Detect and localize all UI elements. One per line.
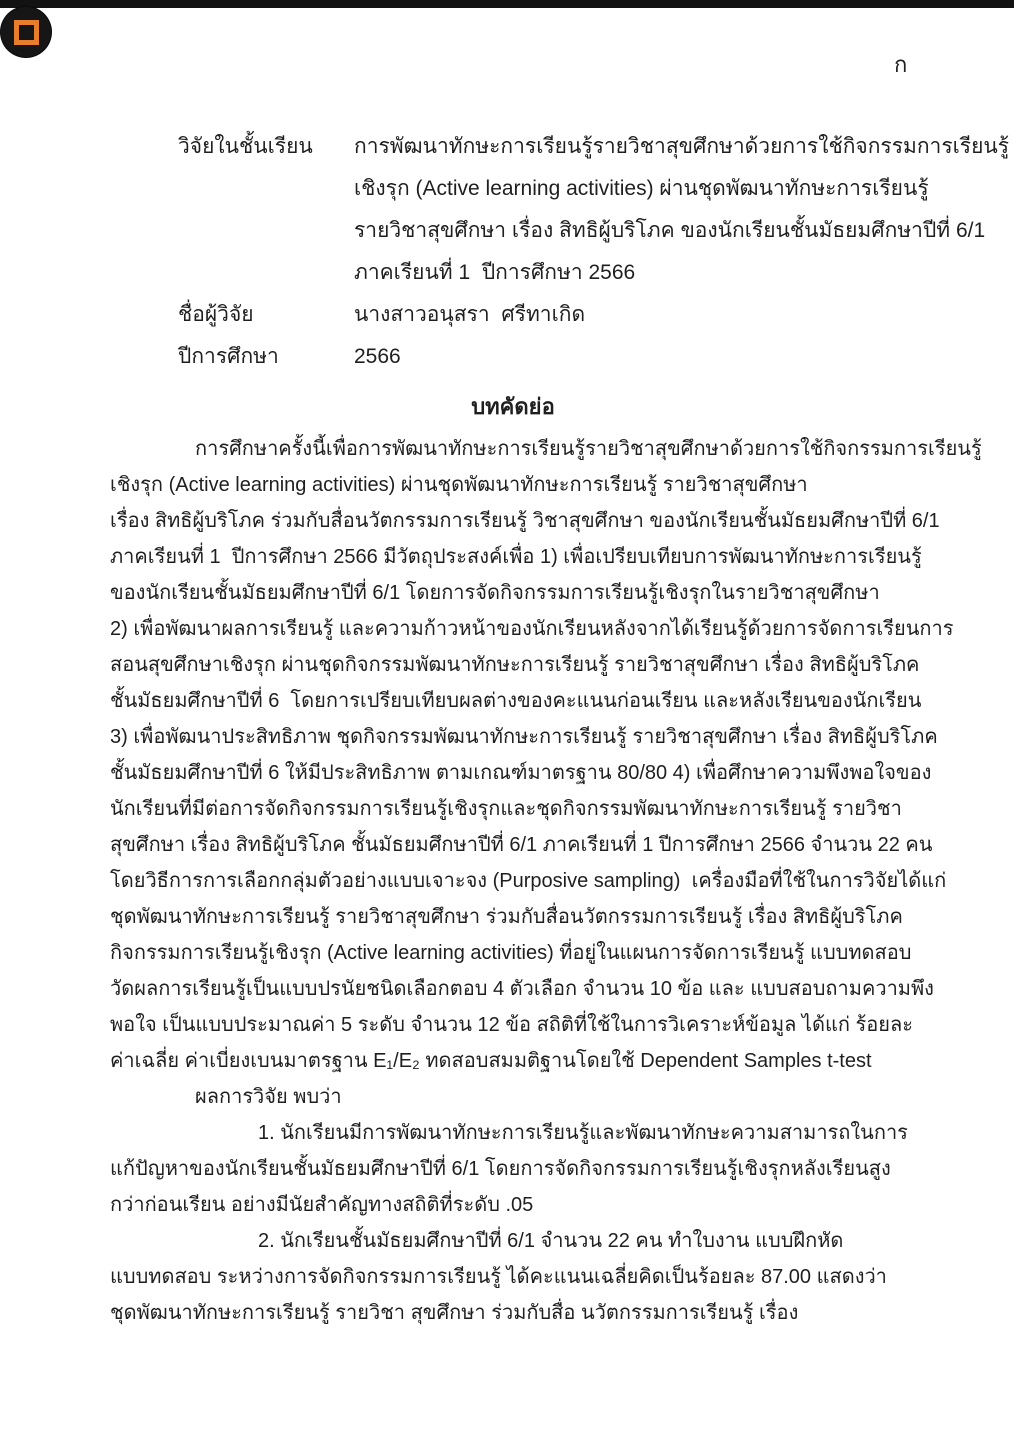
field-value-line: 2566 <box>354 345 401 368</box>
field-value <box>354 336 938 378</box>
abstract-line: แก้ปัญหาของนักเรียนชั้นมัธยมศึกษาปีที่ 6/1 โดยการจัดกิจกรรมการเรียนรู้เชิงรุกหลังเรียนสูง <box>110 1158 891 1180</box>
abstract-line: 2. นักเรียนชั้นมัธยมศึกษาปีที่ 6/1 จำนวน 22 คน ทำใบงาน แบบฝึกหัด <box>258 1230 844 1252</box>
field-value-line: รายวิชาสุขศึกษา เรื่อง สิทธิผู้บริโภค ของนักเรียนชั้นมัธยมศึกษาปีที่ 6/1 <box>354 219 986 242</box>
screenshot-marker-icon[interactable] <box>1 7 51 57</box>
abstract-line: ผลการวิจัย พบว่า <box>195 1086 342 1108</box>
field-label: ปีการศึกษา <box>178 345 279 368</box>
abstract-line: 3) เพื่อพัฒนาประสิทธิภาพ ชุดกิจกรรมพัฒนาทักษะการเรียนรู้ รายวิชาสุขศึกษา เรื่อง สิทธิผู้บริโภค <box>110 726 938 748</box>
abstract-line: สอนสุขศึกษาเชิงรุก ผ่านชุดกิจกรรมพัฒนาทักษะการเรียนรู้ รายวิชาสุขศึกษา เรื่อง สิทธิผู้บริโภค <box>110 654 920 676</box>
abstract-line: ชั้นมัธยมศึกษาปีที่ 6 โดยการเปรียบเทียบผลต่างของคะแนนก่อนเรียน และหลังเรียนของนักเรียน <box>110 690 922 712</box>
field-value-line: ภาคเรียนที่ 1 ปีการศึกษา 2566 <box>354 261 636 284</box>
abstract-line: ค่าเฉลี่ย ค่าเบี่ยงเบนมาตรฐาน E₁/E₂ ทดสอบสมมติฐานโดยใช้ Dependent Samples t-test <box>110 1050 872 1072</box>
abstract-line: ของนักเรียนชั้นมัธยมศึกษาปีที่ 6/1 โดยการจัดกิจกรรมการเรียนรู้เชิงรุกในรายวิชาสุขศึกษา <box>110 582 880 604</box>
abstract-line: พอใจ เป็นแบบประมาณค่า 5 ระดับ จำนวน 12 ข้อ สถิติที่ใช้ในการวิเคราะห์ข้อมูล ได้แก่ ร้อยละ <box>110 1014 914 1036</box>
header-row <box>178 336 938 378</box>
page-number: ก <box>894 52 908 77</box>
top-bar <box>0 0 1014 8</box>
abstract-line: 2) เพื่อพัฒนาผลการเรียนรู้ และความก้าวหน้าของนักเรียนหลังจากได้เรียนรู้ด้วยการจัดการเรียนการ <box>110 618 954 640</box>
abstract-line: กว่าก่อนเรียน อย่างมีนัยสำคัญทางสถิติที่ระดับ .05 <box>110 1194 534 1216</box>
abstract-line: 1. นักเรียนมีการพัฒนาทักษะการเรียนรู้และพัฒนาทักษะความสามารถในการ <box>258 1122 908 1144</box>
abstract-line: ชั้นมัธยมศึกษาปีที่ 6 ให้มีประสิทธิภาพ ตามเกณฑ์มาตรฐาน 80/80 4) เพื่อศึกษาความพึงพอใจของ <box>110 762 932 784</box>
field-value-line: นางสาวอนุสรา ศรีทาเกิด <box>354 303 586 326</box>
header-row <box>178 126 1010 294</box>
field-value <box>354 126 1009 294</box>
field-label: ชื่อผู้วิจัย <box>178 303 254 326</box>
orange-square-icon <box>14 20 39 45</box>
field-value <box>354 294 938 336</box>
header-rows <box>178 126 1010 378</box>
abstract-line: เรื่อง สิทธิผู้บริโภค ร่วมกับสื่อนวัตกรรมการเรียนรู้ วิชาสุขศึกษา ของนักเรียนชั้นมัธยมศึกษาปีที่ 6/1 <box>110 510 940 532</box>
abstract-line: แบบทดสอบ ระหว่างการจัดกิจกรรมการเรียนรู้ ได้คะแนนเฉลี่ยคิดเป็นร้อยละ 87.00 แสดงว่า <box>110 1266 887 1288</box>
abstract-line: ชุดพัฒนาทักษะการเรียนรู้ รายวิชาสุขศึกษา ร่วมกับสื่อนวัตกรรมการเรียนรู้ เรื่อง สิทธิผู้บริโภค <box>110 906 903 928</box>
header-row <box>178 294 938 336</box>
abstract-line: วัดผลการเรียนรู้เป็นแบบปรนัยชนิดเลือกตอบ 4 ตัวเลือก จำนวน 10 ข้อ และ แบบสอบถามความพึง <box>110 978 934 1000</box>
abstract-line: นักเรียนที่มีต่อการจัดกิจกรรมการเรียนรู้เชิงรุกและชุดกิจกรรมพัฒนาทักษะการเรียนรู้ รายวิชา <box>110 798 902 820</box>
abstract-title: บทคัดย่อ <box>471 394 555 419</box>
abstract-line: การศึกษาครั้งนี้เพื่อการพัฒนาทักษะการเรียนรู้รายวิชาสุขศึกษาด้วยการใช้กิจกรรมการเรียนรู้ <box>195 438 982 460</box>
abstract-line: โดยวิธีการการเลือกกลุ่มตัวอย่างแบบเจาะจง (Purposive sampling) เครื่องมือที่ใช้ในการวิจัยได้แก่ <box>110 870 947 892</box>
abstract-line: เชิงรุก (Active learning activities) ผ่านชุดพัฒนาทักษะการเรียนรู้ รายวิชาสุขศึกษา <box>110 474 808 496</box>
abstract-line: ภาคเรียนที่ 1 ปีการศึกษา 2566 มีวัตถุประสงค์เพื่อ 1) เพื่อเปรียบเทียบการพัฒนาทักษะการเรียนรู้ <box>110 546 922 568</box>
field-value-line: เชิงรุก (Active learning activities) ผ่านชุดพัฒนาทักษะการเรียนรู้ <box>354 177 929 200</box>
field-value-line: การพัฒนาทักษะการเรียนรู้รายวิชาสุขศึกษาด้วยการใช้กิจกรรมการเรียนรู้ <box>354 135 1010 158</box>
abstract-line: ชุดพัฒนาทักษะการเรียนรู้ รายวิชา สุขศึกษา ร่วมกับสื่อ นวัตกรรมการเรียนรู้ เรื่อง <box>110 1302 799 1324</box>
abstract-line: กิจกรรมการเรียนรู้เชิงรุก (Active learning activities) ที่อยู่ในแผนการจัดการเรียนรู้ แบบทดสอบ <box>110 942 912 964</box>
abstract-body <box>110 431 982 1331</box>
header-block <box>178 126 1010 378</box>
abstract-line: สุขศึกษา เรื่อง สิทธิผู้บริโภค ชั้นมัธยมศึกษาปีที่ 6/1 ภาคเรียนที่ 1 ปีการศึกษา 2566 จำนวน 22 คน <box>110 834 933 856</box>
field-label: วิจัยในชั้นเรียน <box>178 135 313 158</box>
